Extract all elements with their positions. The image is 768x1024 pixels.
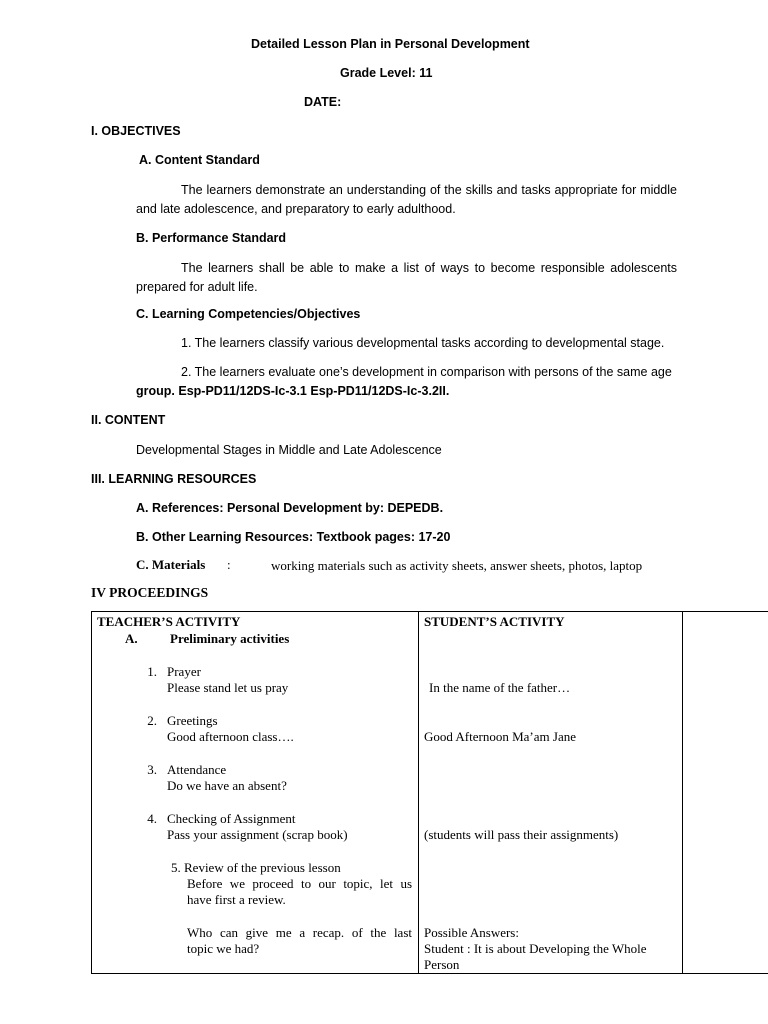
performance-standard-heading: B. Performance Standard bbox=[136, 231, 287, 245]
materials-label: C. Materials bbox=[136, 557, 206, 572]
teacher-item-greetings bbox=[137, 713, 294, 745]
teacher-activity-cell bbox=[92, 612, 419, 974]
grade-level: Grade Level: 11 bbox=[340, 66, 433, 80]
proceedings-heading: IV PROCEEDINGS bbox=[91, 585, 209, 600]
teacher-item-assignment bbox=[137, 811, 348, 843]
item-number: 1. bbox=[147, 664, 157, 679]
item-number: 4. bbox=[147, 811, 157, 826]
item-text: Pass your assignment (scrap book) bbox=[167, 827, 348, 842]
competency-item-2: 2. The learners evaluate one’s development in comparison with persons of the same age bbox=[181, 365, 672, 379]
student-greeting-response: Good Afternoon Ma’am Jane bbox=[424, 729, 576, 744]
student-activity-header: STUDENT’S ACTIVITY bbox=[424, 614, 565, 629]
item-title: Greetings bbox=[167, 713, 218, 728]
proceedings-table bbox=[91, 611, 768, 974]
resources-references: A. References: Personal Development by: DEPEDB. bbox=[136, 501, 444, 515]
competency-item-2-codes: group. Esp-PD11/12DS-Ic-3.1 Esp-PD11/12DS-Ic-3.2II. bbox=[136, 384, 450, 398]
student-prayer-response: In the name of the father… bbox=[429, 680, 571, 695]
performance-standard-text: The learners shall be able to make a list of ways to become responsible adolescents prepared for adult life. bbox=[136, 261, 677, 294]
document-title: Detailed Lesson Plan in Personal Development bbox=[251, 37, 530, 51]
content-standard-heading: A. Content Standard bbox=[139, 153, 260, 167]
teacher-question-2: topic we had? bbox=[187, 941, 260, 956]
student-answer-line-2: Person bbox=[424, 957, 460, 972]
student-answers-label: Possible Answers: bbox=[424, 925, 519, 940]
teacher-activity-header: TEACHER’S ACTIVITY bbox=[97, 614, 241, 629]
materials-text: working materials such as activity sheets, answer sheets, photos, laptop bbox=[271, 558, 643, 573]
objectives-heading: I. OBJECTIVES bbox=[91, 124, 181, 138]
competency-item-1: 1. The learners classify various developmental tasks according to developmental stage. bbox=[181, 336, 665, 350]
section-a-letter: A. bbox=[125, 631, 138, 646]
teacher-item-review-text-2: have first a review. bbox=[187, 892, 286, 907]
date-label: DATE: bbox=[304, 95, 342, 109]
item-title: Checking of Assignment bbox=[167, 811, 296, 826]
resources-heading: III. LEARNING RESOURCES bbox=[91, 472, 257, 486]
teacher-item-review-text-1: Before we proceed to our topic, let us bbox=[187, 876, 412, 891]
item-number: 3. bbox=[147, 762, 157, 777]
teacher-item-review-title: 5. Review of the previous lesson bbox=[171, 860, 341, 875]
content-text: Developmental Stages in Middle and Late Adolescence bbox=[136, 443, 442, 457]
item-title: Attendance bbox=[167, 762, 227, 777]
teacher-item-attendance bbox=[137, 762, 287, 794]
teacher-item-prayer bbox=[137, 664, 288, 696]
materials-separator: : bbox=[227, 557, 231, 572]
section-a-title: Preliminary activities bbox=[170, 631, 290, 646]
item-text: Please stand let us pray bbox=[167, 680, 289, 695]
student-activity-cell bbox=[419, 612, 683, 974]
content-heading: II. CONTENT bbox=[91, 413, 166, 427]
item-number: 2. bbox=[147, 713, 157, 728]
item-text: Good afternoon class…. bbox=[167, 729, 294, 744]
content-standard-text: The learners demonstrate an understanding of the skills and tasks appropriate for middle and late adolescence, and preparatory to early adulthood. bbox=[136, 183, 677, 216]
item-title: Prayer bbox=[167, 664, 201, 679]
student-assignment-response: (students will pass their assignments) bbox=[424, 827, 619, 842]
student-answer-line-1: Student : It is about Developing the Whole bbox=[424, 941, 647, 956]
competencies-heading: C. Learning Competencies/Objectives bbox=[136, 307, 361, 321]
extra-column-cell bbox=[683, 612, 768, 974]
teacher-question-1: Who can give me a recap. of the last bbox=[187, 925, 412, 940]
item-text: Do we have an absent? bbox=[167, 778, 287, 793]
resources-other: B. Other Learning Resources: Textbook pages: 17-20 bbox=[136, 530, 451, 544]
